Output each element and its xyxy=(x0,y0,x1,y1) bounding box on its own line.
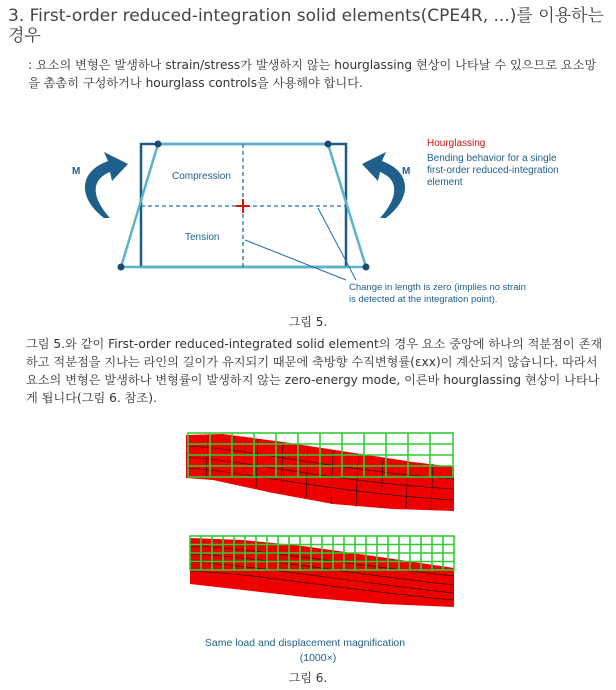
moment-arrow-right-icon xyxy=(362,152,405,218)
hourglassing-title: Hourglassing xyxy=(427,138,486,149)
description-line: first-order reduced-integration xyxy=(427,165,559,176)
integration-point-marker xyxy=(236,199,250,213)
figure-5-caption: 그림 5. xyxy=(288,315,328,329)
moment-label-right: M xyxy=(402,166,411,177)
figure-5-hourglassing-diagram xyxy=(0,120,616,320)
moment-label-left: M xyxy=(72,166,81,177)
description-line: Bending behavior for a single xyxy=(427,153,557,164)
note-line: Change in length is zero (implies no strain xyxy=(349,282,526,293)
node xyxy=(363,264,370,271)
moment-arrow-left-icon xyxy=(85,152,128,218)
section-heading: 3. First-order reduced-integration solid elements(CPE4R, ...)를 이용하는 경우 xyxy=(8,6,604,46)
description-line: element xyxy=(427,177,463,188)
node xyxy=(155,141,162,148)
figure-6-hourglass-mesh xyxy=(183,430,463,680)
tension-label: Tension xyxy=(185,232,220,243)
node xyxy=(118,264,125,271)
body-paragraph: 그림 5.와 같이 First-order reduced-integrated solid element의 경우 요소 중앙에 하나의 적분점이 존재하고 적분점을 지나는 라인의 길이가 유지되기 때문에 축방향 수직변형률(εxx)이 계산되지 않습니다. 따라서 요소의 변형은 발생하나 변형률이 발생하지 않는 zero-energy mode, 이른바 hourglassing 현상이 나타나게 됩니다(그림 6. 참조). xyxy=(26,337,603,405)
note-line: is detected at the integration point). xyxy=(349,294,498,305)
node xyxy=(325,141,332,148)
figure-6-caption-line: (1000×) xyxy=(299,652,337,664)
figure-6-caption: 그림 6. xyxy=(288,671,328,685)
intro-paragraph: : 요소의 변형은 발생하나 strain/stress가 발생하지 않는 hourglassing 현상이 나타날 수 있으므로 요소망을 촘촘히 구성하거나 hourglass controls을 사용해야 합니다. xyxy=(28,58,597,90)
figure-6-caption-line: Same load and displacement magnification xyxy=(204,637,406,649)
leader-line xyxy=(245,240,346,280)
compression-label: Compression xyxy=(172,171,231,182)
